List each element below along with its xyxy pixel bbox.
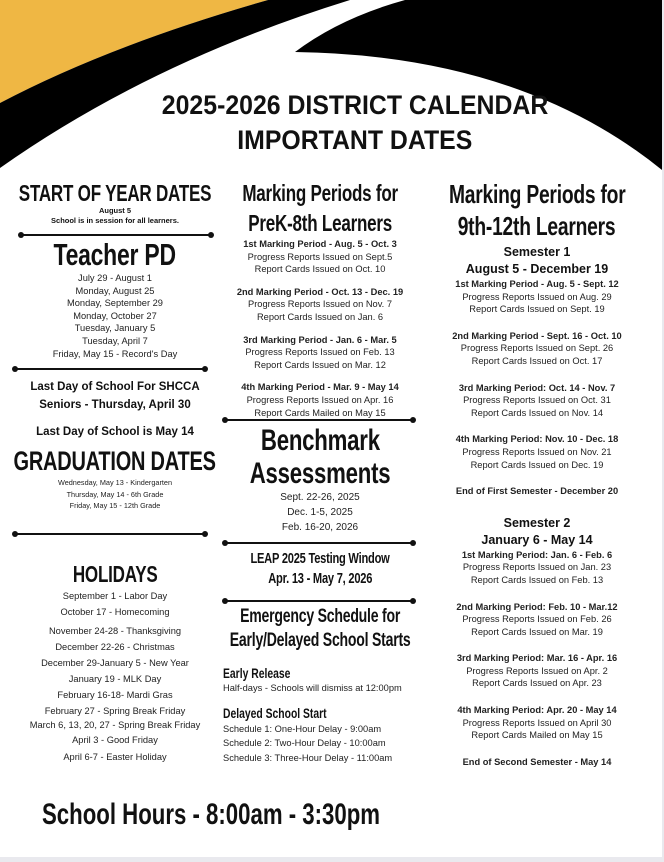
graduation-date: Thursday, May 14 - 6th Grade — [66, 489, 164, 499]
early-release-text: Half-days - Schools will dismiss at 12:00pm — [223, 683, 402, 693]
report-card-date: Report Cards Mailed on May 15 — [254, 407, 386, 418]
divider — [225, 600, 413, 602]
graduation-heading: GRADUATION DATES — [13, 446, 217, 476]
period-title: 4th Marking Period: Nov. 10 - Dec. 18 — [455, 434, 619, 445]
divider — [225, 542, 413, 544]
report-card-date: Report Cards Issued on Dec. 19 — [470, 459, 604, 470]
progress-report-date: Progress Reports Issued on Nov. 7 — [248, 299, 392, 310]
report-card-date: Report Cards Issued on Oct. 10 — [254, 264, 386, 275]
holiday-item: October 17 - Homecoming — [60, 607, 170, 617]
pd-date: Tuesday, January 5 — [74, 323, 156, 334]
graduation-date: Wednesday, May 13 - Kindergarten — [57, 478, 173, 487]
pd-date: July 29 - August 1 — [78, 273, 152, 283]
pd-date: Tuesday, April 7 — [82, 335, 148, 346]
graduation-date: Friday, May 15 - 12th Grade — [69, 501, 161, 510]
holiday-item: February 16-18- Mardi Gras — [57, 690, 173, 700]
report-card-date: Report Cards Issued on Nov. 14 — [470, 407, 604, 418]
period-title: 3rd Marking Period - Jan. 6 - Mar. 5 — [243, 334, 397, 345]
last-day-seniors-line2: Seniors - Thursday, April 30 — [39, 399, 191, 411]
divider — [15, 533, 205, 535]
report-card-date: Report Cards Issued on Oct. 17 — [471, 355, 603, 366]
delay-schedule: Schedule 2: Two-Hour Delay - 10:00am — [223, 738, 386, 749]
semester-1-range: August 5 - December 19 — [465, 262, 609, 276]
holiday-item: December 22-26 - Christmas — [55, 642, 175, 652]
hs-section — [432, 178, 642, 768]
delay-schedule: Schedule 3: Three-Hour Delay - 11:00am — [223, 752, 393, 763]
holiday-item: March 6, 13, 20, 27 - Spring Break Friday — [29, 720, 201, 730]
marking-period — [432, 652, 642, 690]
pd-date: Monday, September 29 — [67, 298, 163, 309]
holiday-item: February 27 - Spring Break Friday — [44, 706, 186, 716]
start-of-year-section — [10, 180, 220, 226]
teacher-pd-section — [10, 238, 220, 360]
report-card-date: Report Cards Mailed on May 15 — [471, 730, 603, 741]
leap-section — [215, 549, 425, 589]
last-day-all: Last Day of School is May 14 — [36, 426, 194, 438]
marking-period — [215, 334, 425, 372]
pd-date: Friday, May 15 - Record's Day — [52, 348, 178, 359]
school-hours — [42, 797, 499, 833]
progress-report-date: Progress Reports Issued on Sept. 26 — [460, 343, 614, 354]
semester-1-title: Semester 1 — [503, 245, 571, 259]
hs-heading-line2: 9th-12th Learners — [458, 211, 616, 241]
period-title: 3rd Marking Period: Oct. 14 - Nov. 7 — [458, 382, 616, 393]
start-date: August 5 — [98, 206, 132, 215]
pd-date: Monday, October 27 — [73, 310, 157, 321]
progress-report-date: Progress Reports Issued on Nov. 21 — [462, 446, 612, 457]
last-day-section — [5, 378, 225, 441]
report-card-date: Report Cards Issued on Jan. 6 — [256, 311, 384, 322]
start-of-year-heading: START OF YEAR DATES — [18, 180, 212, 206]
marking-period — [215, 381, 425, 419]
emergency-details — [223, 664, 428, 765]
leap-dates: Apr. 13 - May 7, 2026 — [268, 570, 372, 587]
delayed-start-title: Delayed School Start — [223, 704, 327, 721]
period-title: 1st Marking Period: Jan. 6 - Feb. 6 — [461, 549, 613, 560]
emergency-heading-line2: Early/Delayed School Starts — [229, 630, 411, 651]
progress-report-date: Progress Reports Issued on April 30 — [462, 717, 612, 728]
report-card-date: Report Cards Issued on Apr. 23 — [472, 678, 602, 689]
marking-period — [432, 549, 642, 587]
marking-period — [432, 330, 642, 368]
leap-title: LEAP 2025 Testing Window — [250, 550, 390, 567]
graduation-section — [5, 446, 225, 512]
progress-report-date: Progress Reports Issued on Feb. 26 — [462, 614, 612, 625]
period-title: 3rd Marking Period: Mar. 16 - Apr. 16 — [456, 653, 618, 664]
prek8-section — [215, 178, 425, 419]
title-line-1: 2025-2026 DISTRICT CALENDAR — [161, 90, 549, 120]
period-title: 2nd Marking Period - Oct. 13 - Dec. 19 — [236, 286, 404, 297]
period-title: 2nd Marking Period - Sept. 16 - Oct. 10 — [452, 330, 622, 341]
start-note: School is in session for all learners. — [51, 216, 179, 225]
holiday-item: January 19 - MLK Day — [68, 674, 162, 684]
marking-period — [432, 278, 642, 316]
report-card-date: Report Cards Issued on Feb. 13 — [470, 574, 604, 585]
benchmark-date: Dec. 1-5, 2025 — [287, 507, 353, 518]
marking-period — [215, 286, 425, 324]
marking-period — [432, 382, 642, 420]
pd-date: Monday, August 25 — [75, 285, 155, 296]
semester-1-end: End of First Semester - December 20 — [455, 486, 619, 497]
progress-report-date: Progress Reports Issued on Aug. 29 — [462, 291, 612, 302]
divider — [15, 368, 205, 370]
period-title: 4th Marking Period - Mar. 9 - May 14 — [241, 382, 399, 393]
early-release-title: Early Release — [223, 665, 291, 681]
marking-period — [215, 238, 425, 276]
holiday-item: April 6-7 - Easter Holiday — [63, 752, 167, 762]
progress-report-date: Progress Reports Issued on Jan. 23 — [462, 562, 612, 573]
prek8-heading-line1: Marking Periods for — [242, 180, 398, 206]
holidays-heading: HOLIDAYS — [72, 561, 158, 587]
emergency-section — [210, 605, 430, 653]
semester-2-end: End of Second Semester - May 14 — [462, 756, 612, 767]
benchmark-heading-line2: Assessments — [249, 457, 391, 490]
benchmark-date: Sept. 22-26, 2025 — [280, 492, 360, 503]
page-title — [100, 88, 610, 158]
progress-report-date: Progress Reports Issued on Feb. 13 — [245, 347, 395, 358]
progress-report-date: Progress Reports Issued on Sept.5 — [247, 251, 393, 262]
last-day-seniors-line1: Last Day of School For SHCCA — [30, 381, 200, 393]
emergency-heading-line1: Emergency Schedule for — [239, 606, 400, 627]
period-title: 4th Marking Period: Apr. 20 - May 14 — [457, 705, 617, 716]
progress-report-date: Progress Reports Issued on Apr. 16 — [246, 394, 394, 405]
delay-schedule: Schedule 1: One-Hour Delay - 9:00am — [223, 723, 382, 734]
divider — [21, 234, 211, 236]
holiday-item: December 29-January 5 - New Year — [41, 658, 189, 668]
marking-period — [432, 601, 642, 639]
holiday-item: April 3 - Good Friday — [72, 735, 158, 745]
holiday-item: November 24-28 - Thanksgiving — [48, 626, 182, 636]
divider — [225, 419, 413, 421]
period-title: 2nd Marking Period: Feb. 10 - Mar.12 — [456, 601, 618, 612]
title-line-2: IMPORTANT DATES — [237, 125, 473, 155]
holiday-item: September 1 - Labor Day — [62, 591, 168, 601]
hs-heading-line1: Marking Periods for — [448, 179, 626, 209]
benchmark-date: Feb. 16-20, 2026 — [281, 522, 359, 533]
school-hours-text: School Hours - 8:00am - 3:30pm — [42, 798, 381, 831]
marking-period — [432, 433, 642, 471]
period-title: 1st Marking Period - Aug. 5 - Oct. 3 — [243, 239, 397, 249]
semester-2-title: Semester 2 — [503, 515, 571, 530]
progress-report-date: Progress Reports Issued on Apr. 2 — [466, 665, 608, 676]
report-card-date: Report Cards Issued on Mar. 12 — [254, 359, 386, 370]
progress-report-date: Progress Reports Issued on Oct. 31 — [463, 395, 611, 406]
report-card-date: Report Cards Issued on Sept. 19 — [469, 304, 605, 315]
marking-period — [432, 704, 642, 742]
semester-2-range: January 6 - May 14 — [481, 532, 593, 547]
benchmark-heading-line1: Benchmark — [260, 424, 380, 457]
benchmark-section — [215, 424, 425, 535]
period-title: 1st Marking Period - Aug. 5 - Sept. 12 — [455, 279, 619, 289]
teacher-pd-heading: Teacher PD — [53, 237, 177, 272]
report-card-date: Report Cards Issued on Mar. 19 — [471, 626, 603, 637]
prek8-heading-line2: PreK-8th Learners — [248, 210, 392, 236]
holidays-section — [5, 560, 225, 765]
